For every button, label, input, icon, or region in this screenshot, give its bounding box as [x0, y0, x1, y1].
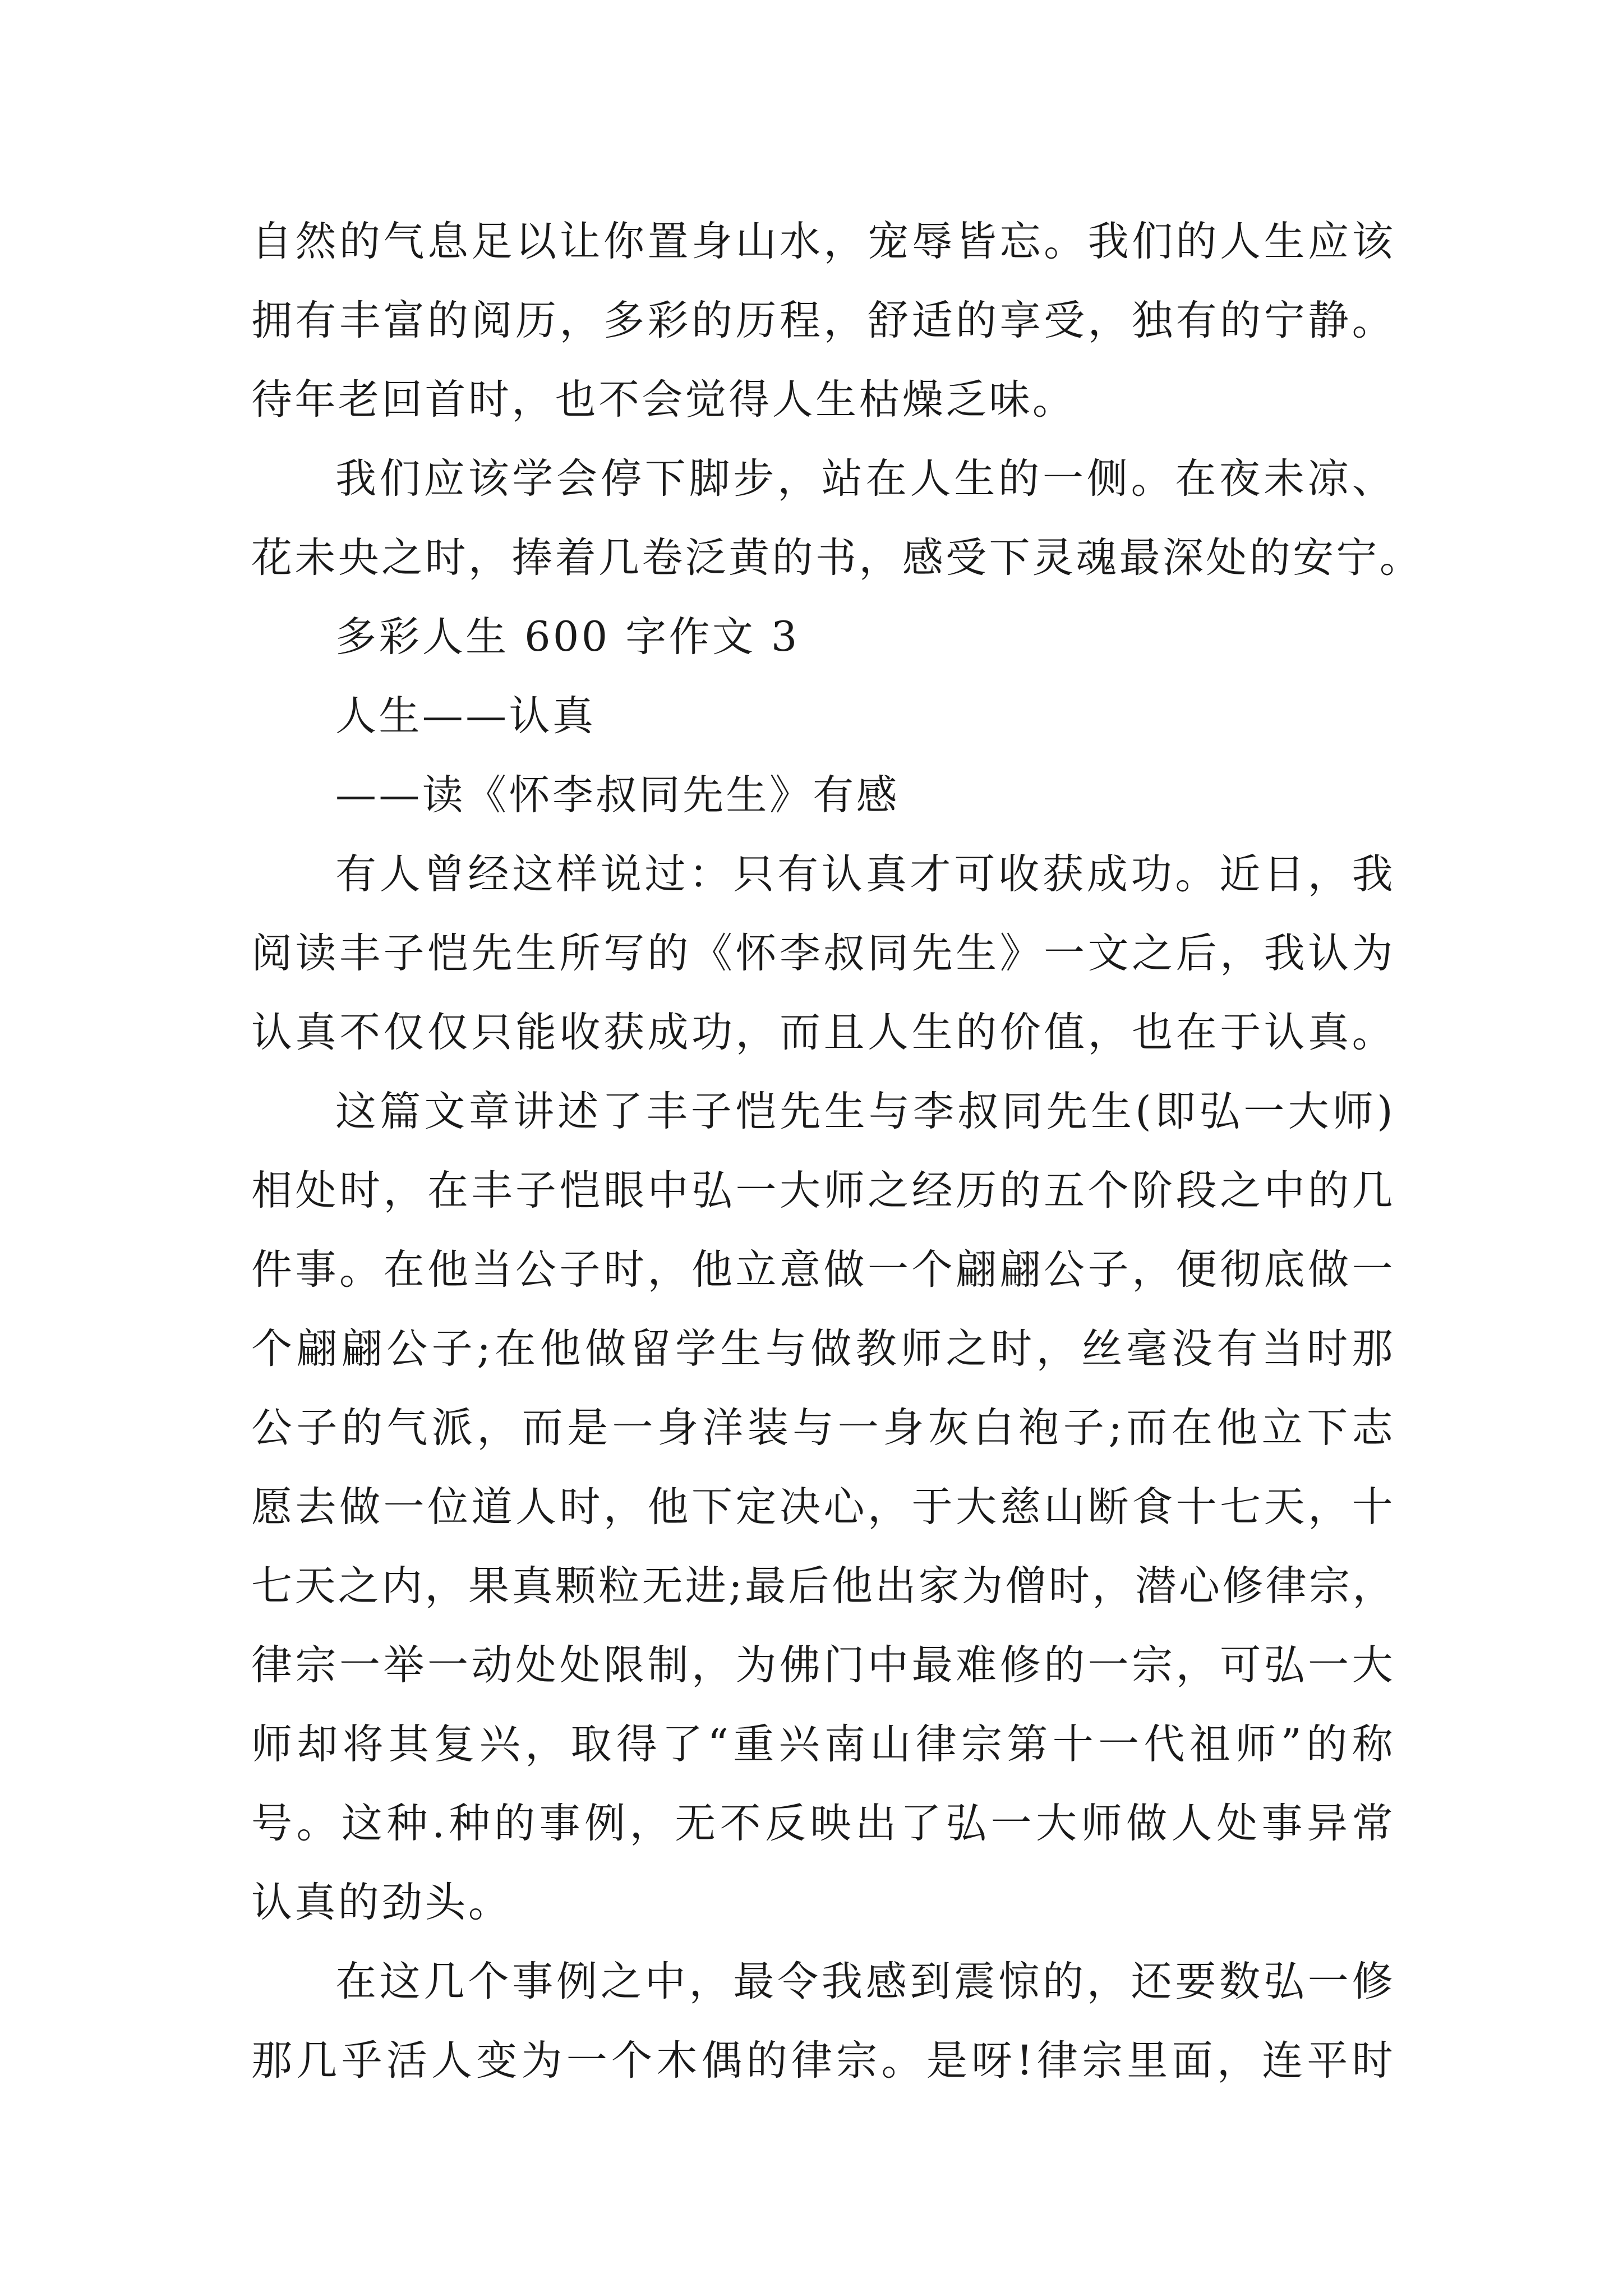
- text-line: 这篇文章讲述了丰子恺先生与李叔同先生(即弘一大师): [335, 1088, 1395, 1135]
- text-line: 花未央之时，捧着几卷泛黄的书，感受下灵魂最深处的安宁。: [251, 534, 1423, 582]
- text-line: 愿去做一位道人时，他下定决心，于大慈山断食十七天，十: [251, 1483, 1395, 1531]
- text-line: 那几乎活人变为一个木偶的律宗。是呀!律宗里面，连平时: [251, 2037, 1395, 2085]
- text-line: 认真不仅仅只能收获成功，而且人生的价值，也在于认真。: [251, 1009, 1395, 1056]
- text-line: ——读《怀李叔同先生》有感: [335, 771, 900, 819]
- text-line: 七天之内，果真颗粒无进;最后他出家为僧时，潜心修律宗，: [251, 1562, 1396, 1610]
- text-line: 律宗一举一动处处限制，为佛门中最难修的一宗，可弘一大: [251, 1641, 1395, 1689]
- text-line: 个翩翩公子;在他做留学生与做教师之时，丝毫没有当时那: [251, 1325, 1395, 1373]
- text-line: 阅读丰子恺先生所写的《怀李叔同先生》一文之后，我认为: [251, 930, 1395, 977]
- text-line: 在这几个事例之中，最令我感到震惊的，还要数弘一修: [335, 1958, 1395, 2005]
- text-line: 多彩人生 600 字作文 3: [335, 613, 800, 661]
- text-line: 拥有丰富的阅历，多彩的历程，舒适的享受，独有的宁静。: [251, 297, 1395, 344]
- text-line: 人生——认真: [335, 692, 596, 740]
- text-line: 师却将其复兴，取得了“重兴南山律宗第十一代祖师”的称: [251, 1720, 1395, 1768]
- text-line: 我们应该学会停下脚步，站在人生的一侧。在夜未凉、: [335, 455, 1395, 503]
- text-line: 待年老回首时，也不会觉得人生枯燥乏味。: [251, 376, 1076, 424]
- text-line: 相处时，在丰子恺眼中弘一大师之经历的五个阶段之中的几: [251, 1167, 1395, 1214]
- text-line: 自然的气息足以让你置身山水，宠辱皆忘。我们的人生应该: [251, 218, 1395, 265]
- text-line: 公子的气派，而是一身洋装与一身灰白袍子;而在他立下志: [251, 1404, 1395, 1452]
- text-line: 认真的劲头。: [251, 1879, 512, 1926]
- text-line: 号。这种.种的事例，无不反映出了弘一大师做人处事异常: [251, 1800, 1395, 1847]
- body-text: [251, 202, 1423, 2100]
- text-line: 件事。在他当公子时，他立意做一个翩翩公子，便彻底做一: [251, 1246, 1395, 1294]
- text-line: 有人曾经这样说过：只有认真才可收获成功。近日，我: [335, 850, 1395, 898]
